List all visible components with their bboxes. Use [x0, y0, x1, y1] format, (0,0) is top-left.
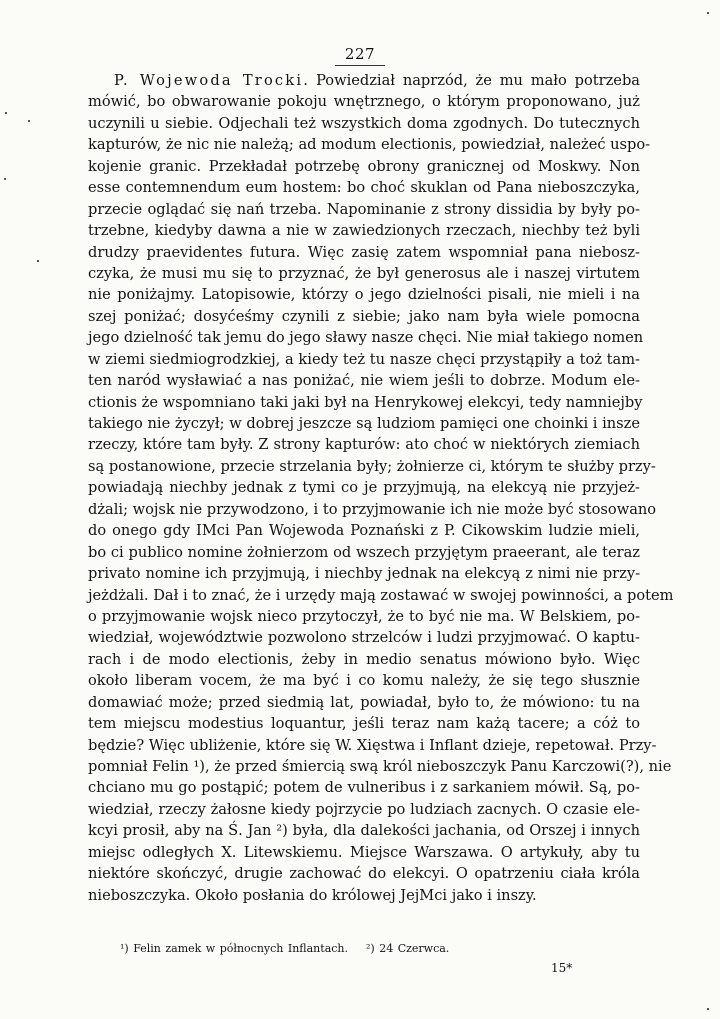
- text-line: miejsc odległych X. Litewskiemu. Miejsce Warszawa. O artykuły, aby tu: [88, 843, 640, 861]
- scan-speck: [707, 12, 709, 14]
- scan-speck: [28, 120, 30, 122]
- speaker-name: P. Wojewoda Trocki.: [114, 72, 311, 89]
- text-line: rach i de modo electionis, żeby in medio senatus mówiono było. Więc: [88, 650, 640, 668]
- scan-speck: [707, 1008, 709, 1010]
- text-line: jeżdżali. Dał i to znać, że i urzędy mają zostawać w swojej powinności, a potem: [88, 586, 674, 604]
- text-line: w ziemi siedmiogrodzkiej, a kiedy też tu nasze chęci przystąpiły a toż tam-: [88, 350, 640, 368]
- text-line: czyka, że musi mu się to przyznać, że był generosus ale i naszej virtutem: [88, 264, 640, 282]
- text-line: tem miejscu modestius loquantur, jeśli teraz nam każą tacere; a cóż to: [88, 715, 640, 733]
- text-line: kojenie granic. Przekładał potrzebę obrony granicznej od Moskwy. Non: [88, 157, 640, 175]
- scan-speck: [5, 112, 7, 114]
- text-line: o przyjmowanie wojsk nieco przytoczył, że to być nie ma. W Belskiem, po-: [88, 607, 640, 625]
- text-line: esse contemnendum eum hostem: bo choć skuklan od Pana nieboszczyka,: [88, 179, 640, 197]
- text-line: drudzy praevidentes futura. Więc zasię zatem wspomniał pana niebosz-: [88, 243, 640, 261]
- text-line: powiadają niechby jednak z tymi co je przyjmują, na elekcyą nie przyjeż-: [88, 479, 640, 497]
- text-line: uczynili u siebie. Odjechali też wszystkich doma zgodnych. Do tutecznych: [88, 114, 640, 132]
- text-line: jego dzielność tak jemu do jego sławy nasze chęci. Nie miał takiego nomen: [88, 329, 644, 347]
- text-line: około liberam vocem, że ma być i co komu należy, że się tego słusznie: [88, 672, 640, 690]
- text-line: domawiać może; przed siedmią lat, powiadał, było to, że mówiono: tu na: [88, 693, 640, 711]
- text-line: wiedział, rzeczy żałosne kiedy pojrzycie po ludziach zacnych. O czasie ele-: [88, 800, 640, 818]
- text-line: ten naród wysławiać a nas poniżać, nie wiem jeśli to dobrze. Modum ele-: [88, 372, 640, 390]
- footnote-1: ¹) Felin zamek w północnych Inflantach.: [120, 942, 348, 955]
- text-line: chciano mu go postąpić; potem de vulneribus i z sarkaniem mówił. Są, po-: [88, 779, 640, 797]
- footnotes: [120, 942, 449, 955]
- line-text: Powiedział naprzód, że mu mało potrzeba: [316, 72, 640, 89]
- text-line: do onego gdy IMci Pan Wojewoda Poznański z P. Cikowskim ludzie mieli,: [88, 522, 640, 540]
- page-number: 227: [335, 44, 385, 66]
- signature-mark: 15*: [551, 961, 573, 975]
- text-line: kcyi prosił, aby na Ś. Jan ²) była, dla dalekości jachania, od Orszej i innych: [88, 822, 640, 840]
- text-line: bo ci publico nomine żołnierzom od wszech przyjętym praeerant, ale teraz: [88, 543, 640, 561]
- scan-speck: [4, 178, 6, 180]
- text-line: pomniał Felin ¹), że przed śmiercią swą król nieboszczyk Panu Karczowi(?), nie: [88, 758, 672, 775]
- text-line: kapturów, że nic nie należą; ad modum electionis, powiedział, należeć uspo-: [88, 136, 651, 154]
- text-line: rzeczy, które tam były. Z strony kapturów: ato choć w niektórych ziemiach: [88, 436, 640, 454]
- text-line: takiego nie życzył; w dobrej jeszcze są ludziom pamięci one choinki i insze: [88, 415, 640, 432]
- text-line: szej poniżać; dosyćeśmy czynili z siebie; jako nam była wiele pomocna: [88, 307, 640, 325]
- text-line: będzie? Więc ubliżenie, które się W. Xięstwa i Inflant dzieje, repetował. Przy-: [88, 736, 657, 754]
- text-line: przecie oglądać się nań trzeba. Napominanie z strony dissidia by były po-: [88, 200, 640, 218]
- footnote-2: ²) 24 Czerwca.: [366, 942, 450, 955]
- text-line: mówić, bo obwarowanie pokoju wnętrznego, o którym proponowano, już: [88, 93, 640, 111]
- text-line: wiedział, województwie pozwolono strzelców i ludzi przyjmować. O kaptu-: [88, 629, 640, 647]
- text-line: dżali; wojsk nie przywodzono, i to przyjmowanie ich nie może być stosowano: [88, 500, 657, 518]
- text-line: privato nomine ich przyjmują, i niechby jednak na elekcyą z nimi nie przy-: [88, 565, 640, 583]
- text-line: niektóre skończyć, drugie zachować do elekcyi. O opatrzeniu ciała króla: [88, 865, 640, 883]
- text-line: ctionis że wspomniano taki jaki był na Henrykowej elekcyi, tedy namniejby: [88, 393, 643, 411]
- text-line: są postanowione, przecie strzelania były; żołnierze ci, którym te służby przy-: [88, 457, 656, 475]
- text-line: nieboszczyka. Około posłania do królowej JejMci jako i inszy.: [88, 886, 537, 904]
- text-line: trzebne, kiedyby dawna a nie w zawiedzionych rzeczach, niechby też byli: [88, 222, 640, 240]
- body-text: [88, 70, 674, 906]
- scan-speck: [37, 260, 39, 262]
- text-line: nie poniżajmy. Latopisowie, którzy o jego dzielności pisali, nie mieli i na: [88, 286, 640, 304]
- text-line: [88, 70, 640, 91]
